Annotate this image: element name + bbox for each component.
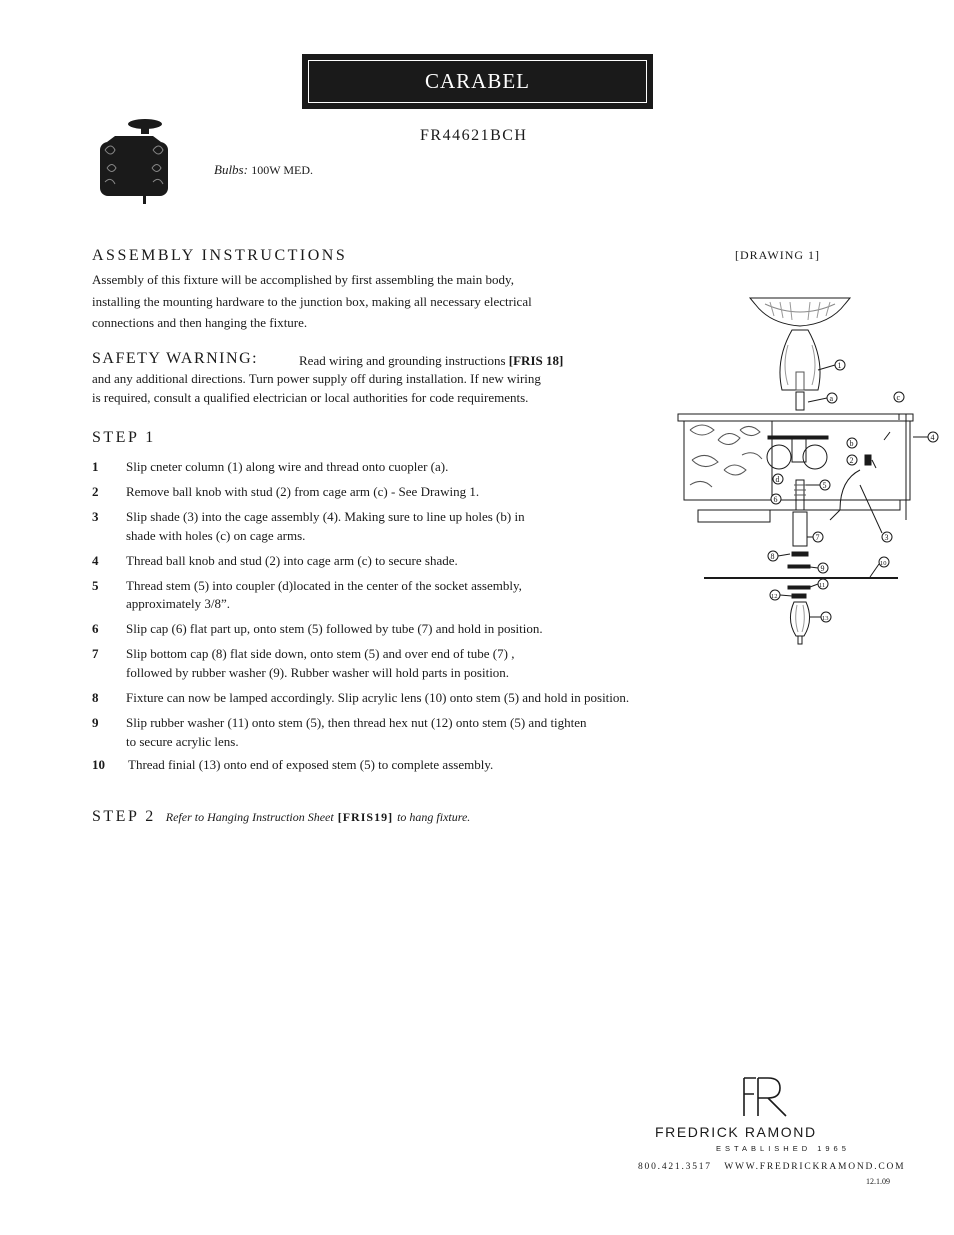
step2-row <box>92 808 470 826</box>
callout-7: 7 <box>815 533 820 542</box>
callout-c: c <box>896 393 901 402</box>
product-title: CARABEL <box>308 60 647 103</box>
step-text: Slip cneter column (1) along wire and thread onto cuopler (a). <box>126 459 449 474</box>
callout-10: 10 <box>880 560 887 567</box>
model-number: FR44621BCH <box>420 127 528 144</box>
brand-name: FREDRICK RAMOND <box>655 1124 817 1140</box>
step-text: Thread finial (13) onto end of exposed stem (5) to complete assembly. <box>128 757 494 772</box>
fr-monogram-logo <box>738 1076 792 1118</box>
step-text: Remove ball knob with stud (2) from cage arm (c) - See Drawing 1. <box>126 484 480 499</box>
step-text: to secure acrylic lens. <box>126 734 239 749</box>
safety-line <box>299 351 563 370</box>
established-text: ESTABLISHED 1965 <box>716 1144 850 1153</box>
callout-4: 4 <box>930 433 935 442</box>
bulbs-value: 100W MED. <box>251 163 313 177</box>
bulbs-spec <box>214 162 313 178</box>
step-number: 6 <box>92 621 99 636</box>
step-number: 3 <box>92 509 99 524</box>
assembly-text <box>92 269 532 334</box>
fris19-ref: [FRIS19] <box>337 810 394 824</box>
revision-date: 12.1.09 <box>866 1177 890 1186</box>
callout-d: d <box>775 475 780 484</box>
step2-text: to hang fixture. <box>397 810 471 824</box>
step-number: 1 <box>92 459 99 474</box>
callout-3: 3 <box>884 533 889 542</box>
callout-8: 8 <box>770 552 775 561</box>
safety-text: Read wiring and grounding instructions <box>299 353 506 368</box>
safety-text <box>92 369 541 407</box>
callout-b: b <box>849 439 854 448</box>
contact-info: 800.421.3517 WWW.FREDRICKRAMOND.COM <box>638 1162 906 1172</box>
assembly-line: installing the mounting hardware to the junction box, making all necessary electrical <box>92 293 532 309</box>
step-text: approximately 3/8”. <box>126 596 230 611</box>
step-text: Slip rubber washer (11) onto stem (5), then thread hex nut (12) onto stem (5) and tighten <box>126 715 587 730</box>
exploded-diagram <box>670 290 950 650</box>
callout-12: 12 <box>771 593 778 600</box>
safety-line: and any additional directions. Turn power supply off during installation. If new wiring <box>92 371 541 386</box>
drawing-label: [DRAWING 1] <box>735 248 821 262</box>
title-banner <box>302 54 653 109</box>
callout-1: 1 <box>837 361 842 370</box>
assembly-line: Assembly of this fixture will be accomplished by first assembling the main body, <box>92 272 514 287</box>
step-text: Thread stem (5) into coupler (d)located in the center of the socket assembly, <box>126 578 522 593</box>
step-text: shade with holes (c) on cage arms. <box>126 528 306 543</box>
callout-11: 11 <box>819 582 826 589</box>
step-text: followed by rubber washer (9). Rubber washer will hold parts in position. <box>126 665 510 680</box>
callout-9: 9 <box>820 564 825 573</box>
assembly-line: connections and then hanging the fixture. <box>92 315 308 330</box>
callout-6: 6 <box>773 495 778 504</box>
fixture-thumbnail <box>95 118 175 208</box>
fris18-ref: [FRIS 18] <box>508 353 564 368</box>
step2-heading: STEP 2 <box>92 808 156 825</box>
step-number: 4 <box>92 553 99 568</box>
step-text: Slip shade (3) into the cage assembly (4). Making sure to line up holes (b) in <box>126 509 525 524</box>
bulbs-label: Bulbs: <box>214 162 248 177</box>
callout-5: 5 <box>822 481 827 490</box>
step-number: 8 <box>92 690 99 705</box>
safety-heading: SAFETY WARNING: <box>92 350 259 367</box>
step-number: 9 <box>92 715 99 730</box>
assembly-heading: ASSEMBLY INSTRUCTIONS <box>92 247 348 264</box>
step-number: 10 <box>92 757 105 772</box>
callout-2: 2 <box>849 456 854 465</box>
step-number: 2 <box>92 484 99 499</box>
step-text: Slip cap (6) flat part up, onto stem (5) followed by tube (7) and hold in position. <box>126 621 543 636</box>
step-text: Thread ball knob and stud (2) into cage arm (c) to secure shade. <box>126 553 458 568</box>
step2-text: Refer to Hanging Instruction Sheet <box>165 810 334 824</box>
step-text: Slip bottom cap (8) flat side down, onto stem (5) and over end of tube (7) , <box>126 646 515 661</box>
safety-line: is required, consult a qualified electrician or local authorities for code requirements. <box>92 390 529 405</box>
step-number: 7 <box>92 646 99 661</box>
step-number: 5 <box>92 578 99 593</box>
step-text: Fixture can now be lamped accordingly. Slip acrylic lens (10) onto stem (5) and hold in position. <box>126 690 630 705</box>
callout-13: 13 <box>822 615 829 622</box>
step1-heading: STEP 1 <box>92 429 156 446</box>
callout-a: a <box>829 394 834 403</box>
